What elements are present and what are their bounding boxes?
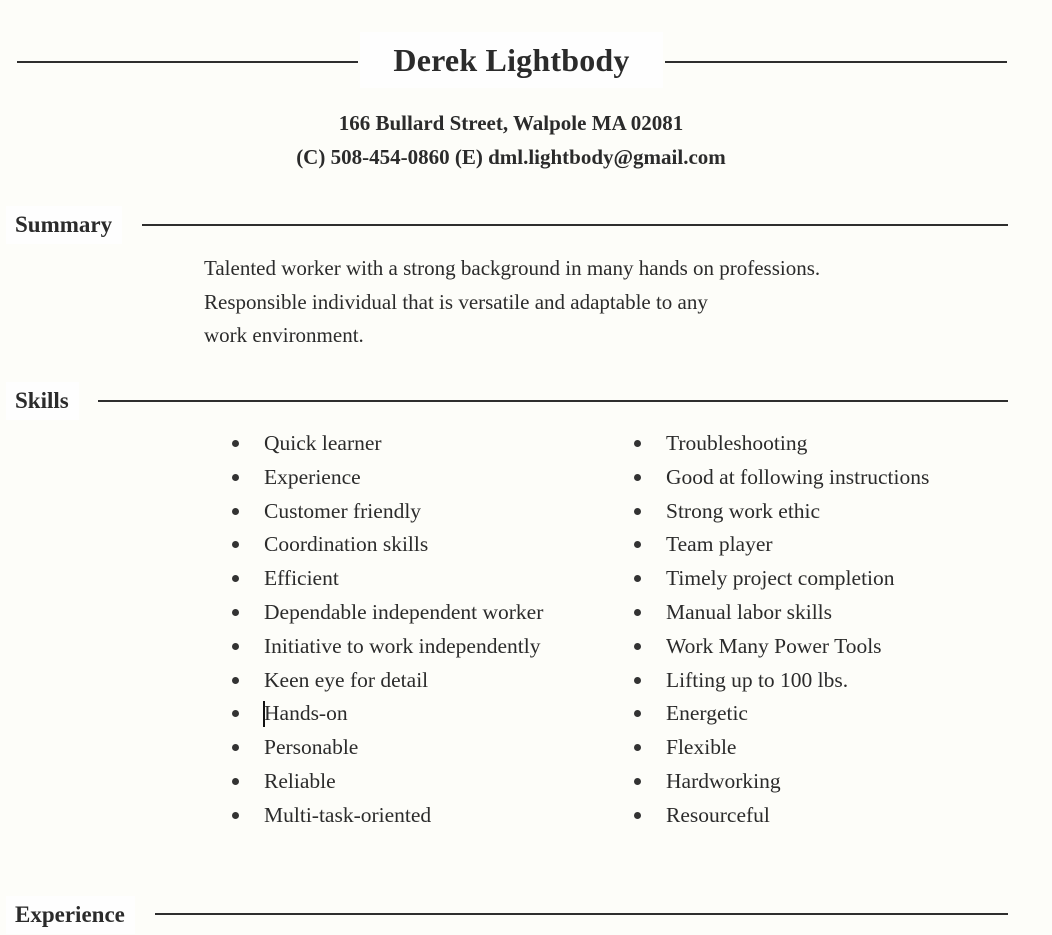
bullet-icon xyxy=(634,710,641,717)
bullet-icon xyxy=(634,812,641,819)
address-line: 166 Bullard Street, Walpole MA 02081 xyxy=(338,111,684,135)
contact-line: (C) 508-454-0860 (E) dml.lightbody@gmail.com xyxy=(296,145,726,169)
section-title-summary: Summary xyxy=(6,206,122,244)
bullet-icon xyxy=(634,474,641,481)
bullet-icon xyxy=(634,541,641,548)
bullet-icon xyxy=(232,643,239,650)
bullet-icon xyxy=(232,508,239,515)
bullet-icon xyxy=(634,643,641,650)
bullet-icon xyxy=(634,575,641,582)
bullet-icon xyxy=(232,575,239,582)
name-heading-box xyxy=(360,32,663,88)
section-title-experience: Experience xyxy=(6,896,135,934)
bullet-icon xyxy=(232,812,239,819)
summary-line: Talented worker with a strong background in many hands on professions. xyxy=(204,256,821,280)
bullet-icon xyxy=(232,677,239,684)
bullet-icon xyxy=(232,541,239,548)
summary-line: Responsible individual that is versatile and adaptable to any xyxy=(204,289,708,314)
summary-line: work environment. xyxy=(204,323,364,347)
summary-rule xyxy=(142,224,1008,226)
bullet-icon xyxy=(232,440,239,447)
name-heading: Derek Lightbody xyxy=(393,41,630,78)
bullet-icon xyxy=(634,744,641,751)
header-rule-right xyxy=(665,61,1007,63)
bullet-icon xyxy=(232,744,239,751)
summary-text xyxy=(204,252,820,353)
bullet-icon xyxy=(232,710,239,717)
bullet-icon xyxy=(232,474,239,481)
bullet-icon xyxy=(232,778,239,785)
bullet-icon xyxy=(634,609,641,616)
bullet-icon xyxy=(634,778,641,785)
header-rule-left xyxy=(17,61,358,63)
section-title-skills: Skills xyxy=(6,382,79,420)
bullet-icon xyxy=(634,508,641,515)
experience-rule xyxy=(155,913,1008,915)
skills-rule xyxy=(98,400,1008,402)
bullet-icon xyxy=(634,677,641,684)
bullet-icon xyxy=(634,440,641,447)
bullet-icon xyxy=(232,609,239,616)
